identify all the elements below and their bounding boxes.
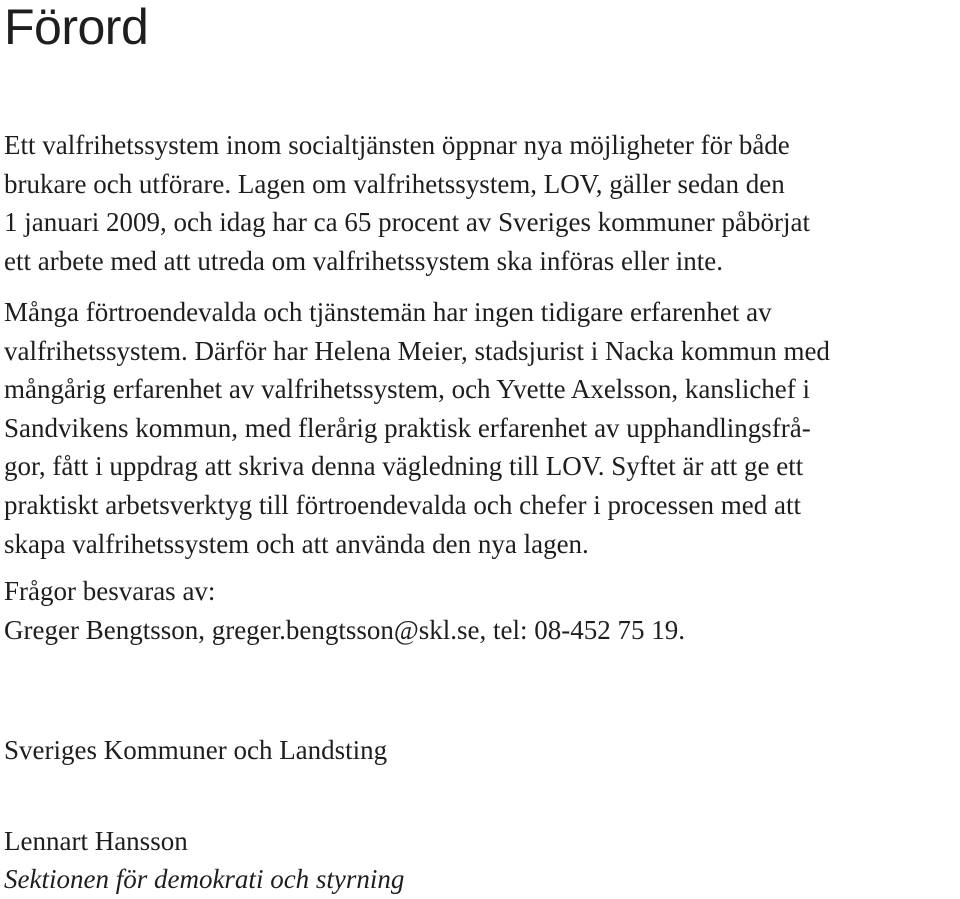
- text-line: praktiskt arbetsverktyg till förtroendevalda och chefer i processen med att: [4, 489, 801, 520]
- signer-unit: Sektionen för demokrati och styrning: [4, 864, 405, 894]
- signer-name: Lennart Hansson: [4, 826, 188, 856]
- text-line: gor, fått i uppdrag att skriva denna vägledning till LOV. Syftet är att ge ett: [4, 451, 804, 482]
- text-line: ett arbete med att utreda om valfrihetssystem ska införas eller inte.: [4, 245, 723, 276]
- text-line: Sandvikens kommun, med flerårig praktisk erfarenhet av upphandlingsfrå-: [4, 412, 811, 443]
- text-line: skapa valfrihetssystem och att använda den nya lagen.: [4, 528, 589, 559]
- background-paragraph: [4, 293, 956, 563]
- text-line: Ett valfrihetssystem inom socialtjänsten öppnar nya möjligheter för både: [4, 130, 790, 160]
- organization-name: Sveriges Kommuner och Landsting: [4, 735, 388, 765]
- page-title: Förord: [4, 0, 149, 55]
- intro-paragraph: [4, 126, 956, 280]
- text-line: brukare och utförare. Lagen om valfrihetssystem, LOV, gäller sedan den: [4, 168, 785, 199]
- text-line: Många förtroendevalda och tjänstemän har ingen tidigare erfarenhet av: [4, 297, 772, 327]
- text-line: 1 januari 2009, och idag har ca 65 procent av Sveriges kommuner påbörjat: [4, 207, 810, 238]
- text-line: mångårig erfarenhet av valfrihetssystem, och Yvette Axelsson, kanslichef i: [4, 374, 811, 405]
- text-line: valfrihetssystem. Därför har Helena Meier, stadsjurist i Nacka kommun med: [4, 335, 830, 366]
- contact-paragraph: [4, 572, 956, 649]
- contact-details: Greger Bengtsson, greger.bengtsson@skl.se, tel: 08-452 75 19.: [4, 614, 686, 645]
- contact-heading: Frågor besvaras av:: [4, 576, 216, 606]
